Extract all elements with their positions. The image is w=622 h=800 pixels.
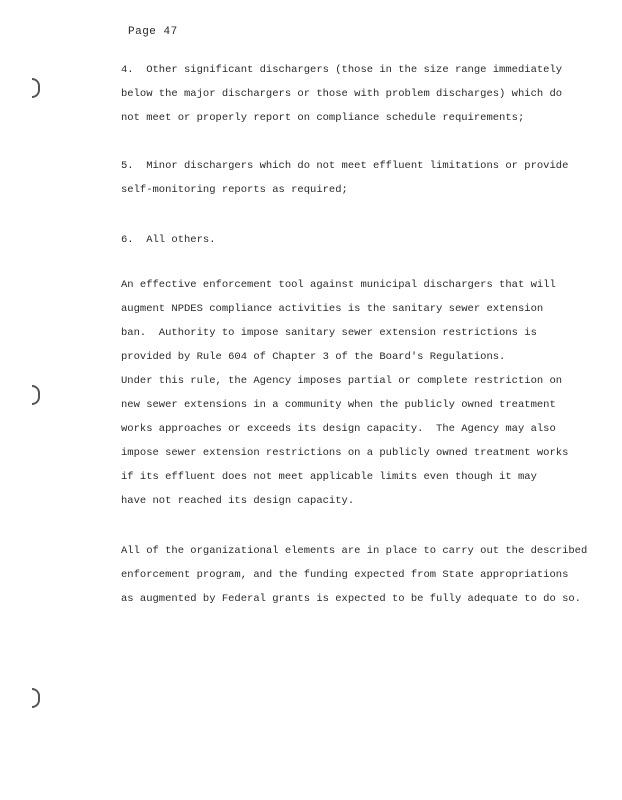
text-line: ban. Authority to impose sanitary sewer extension restrictions is: [121, 327, 537, 339]
text-line: not meet or properly report on compliance schedule requirements;: [121, 112, 525, 124]
list-item-5: [121, 154, 581, 202]
text-line: new sewer extensions in a community when the publicly owned treatment: [121, 399, 556, 411]
text-line: works approaches or exceeds its design capacity. The Agency may also: [121, 423, 556, 435]
text-line: augment NPDES compliance activities is the sanitary sewer extension: [121, 303, 544, 315]
list-item-4: [121, 58, 581, 130]
text-line: An effective enforcement tool against municipal dischargers that will: [121, 279, 556, 291]
paragraph-organizational-elements: [121, 539, 588, 611]
punch-hole-mark: [32, 385, 40, 405]
punch-hole-mark: [32, 688, 40, 708]
punch-hole-mark: [32, 78, 40, 98]
text-line: 5. Minor dischargers which do not meet effluent limitations or provide: [121, 160, 569, 172]
text-line: as augmented by Federal grants is expected to be fully adequate to do so.: [121, 593, 581, 605]
text-line: have not reached its design capacity.: [121, 495, 355, 507]
text-line: All of the organizational elements are in place to carry out the described: [121, 545, 588, 557]
text-line: below the major dischargers or those with problem discharges) which do: [121, 88, 563, 100]
list-item-6: [121, 228, 581, 252]
text-line: impose sewer extension restrictions on a publicly owned treatment works: [121, 447, 569, 459]
paragraph-enforcement-tool: [121, 273, 581, 513]
text-line: if its effluent does not meet applicable limits even though it may: [121, 471, 537, 483]
text-line: 4. Other significant dischargers (those in the size range immediately: [121, 64, 563, 76]
text-line: 6. All others.: [121, 234, 216, 246]
page-number: Page 47: [128, 26, 178, 38]
text-line: provided by Rule 604 of Chapter 3 of the Board's Regulations.: [121, 351, 506, 363]
text-line: self-monitoring reports as required;: [121, 184, 348, 196]
text-line: Under this rule, the Agency imposes partial or complete restriction on: [121, 375, 563, 387]
text-line: enforcement program, and the funding expected from State appropriations: [121, 569, 569, 581]
